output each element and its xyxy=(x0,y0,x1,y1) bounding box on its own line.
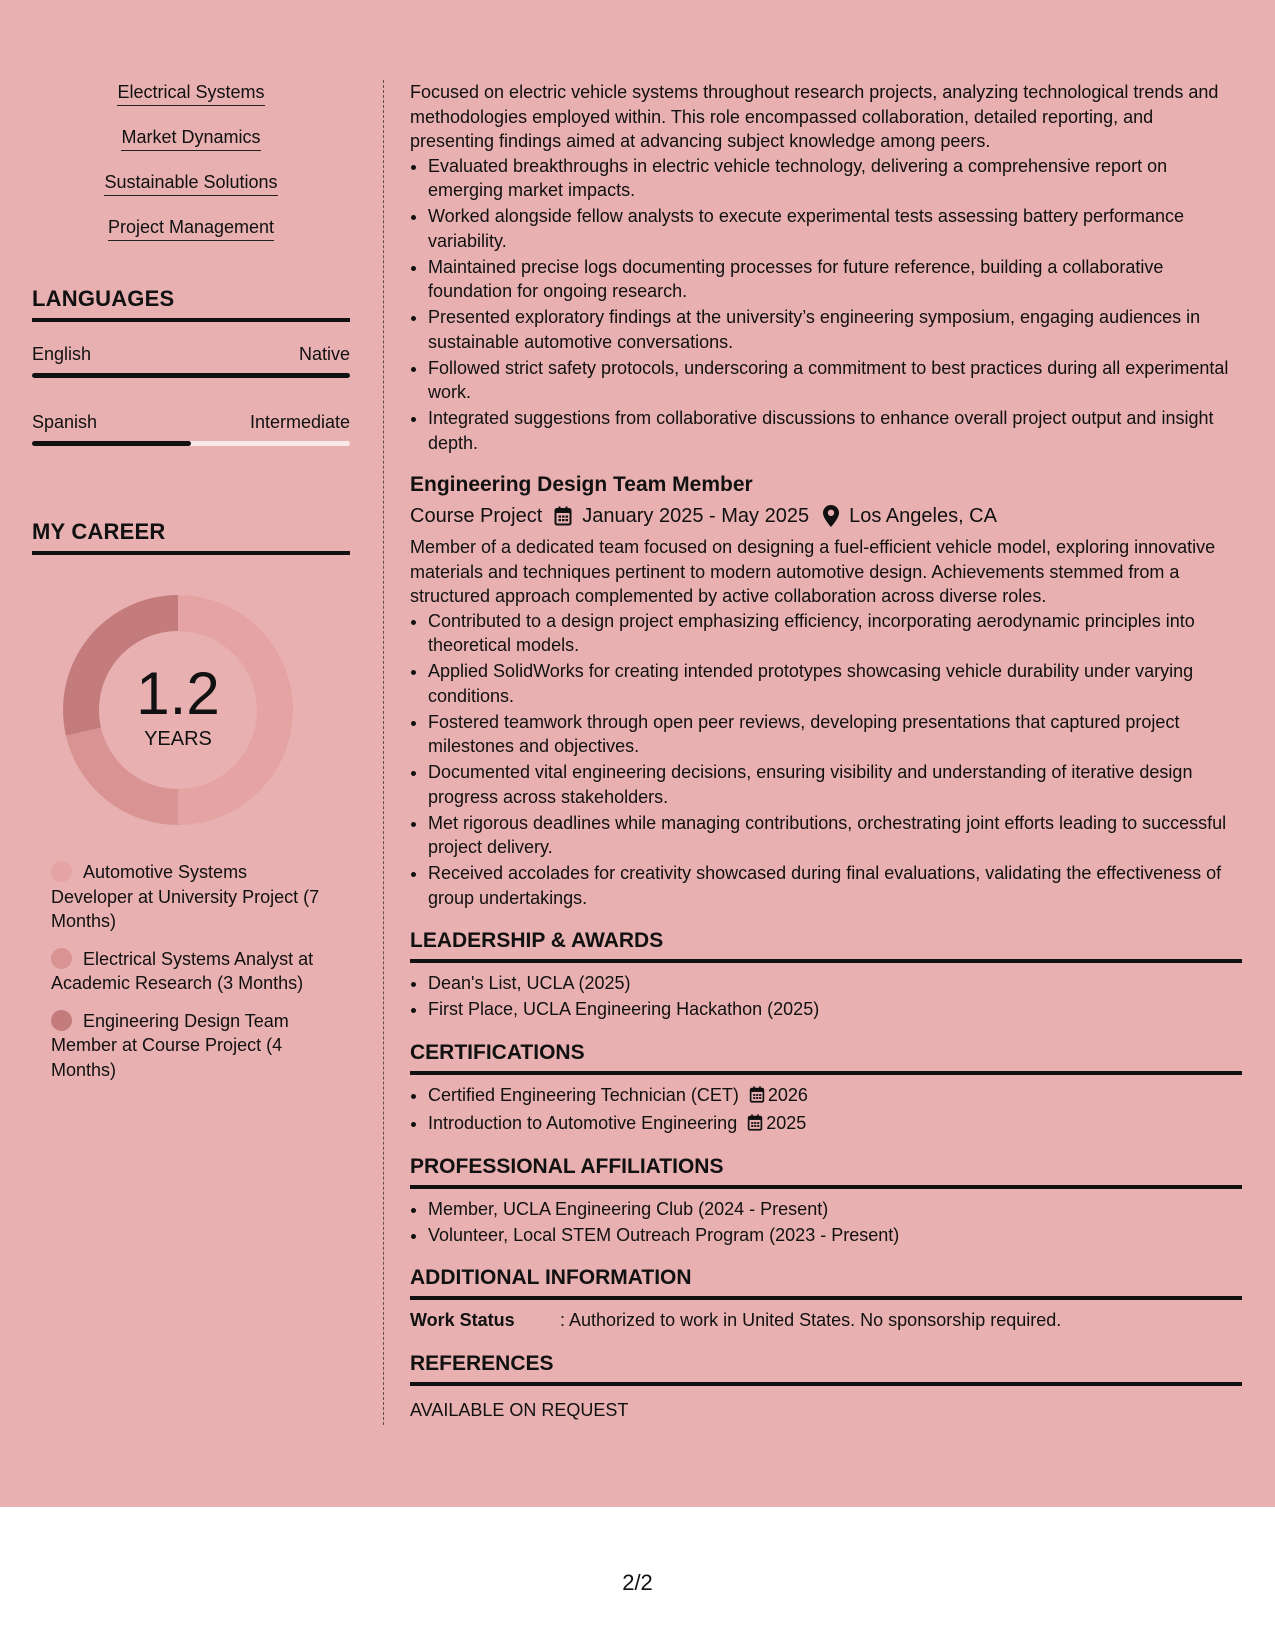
additional-info-heading: ADDITIONAL INFORMATION xyxy=(410,1265,1242,1300)
work-status-row xyxy=(410,1308,1242,1333)
skill-label: Market Dynamics xyxy=(121,125,260,151)
job-title: Engineering Design Team Member xyxy=(410,473,753,496)
award-item: • First Place, UCLA Engineering Hackathon (2025) xyxy=(428,997,1242,1022)
bullet-item: • Fostered teamwork through open peer reviews, developing presentations that captured project milestones and objectives. xyxy=(428,710,1242,759)
references-heading: REFERENCES xyxy=(410,1351,1242,1386)
affiliations-list xyxy=(410,1197,1242,1248)
calendar-icon xyxy=(747,1114,763,1131)
language-level: Native xyxy=(298,344,350,364)
affiliation-item: • Member, UCLA Engineering Club (2024 - Present) xyxy=(428,1197,1242,1222)
career-legend-item xyxy=(51,860,331,934)
skill-item xyxy=(32,80,350,106)
career-legend xyxy=(51,860,331,1082)
legend-label: Engineering Design Team Member at Course Project (4 Months) xyxy=(51,1010,289,1080)
languages-heading: LANGUAGES xyxy=(32,286,350,322)
language-name: English xyxy=(32,344,92,364)
bullet-item: • Applied SolidWorks for creating intended prototypes showcasing vehicle durability under varying conditions. xyxy=(428,659,1242,708)
certification-year: 2025 xyxy=(766,1113,807,1133)
career-legend-item xyxy=(51,947,331,996)
affiliation-item: • Volunteer, Local STEM Outreach Program (2023 - Present) xyxy=(428,1223,1242,1248)
page-number: 2/2 xyxy=(622,1570,653,1595)
sidebar xyxy=(32,80,350,1095)
job-location: Los Angeles, CA xyxy=(849,505,997,527)
references-text: AVAILABLE ON REQUEST xyxy=(410,1399,629,1420)
skill-label: Electrical Systems xyxy=(117,80,264,106)
skill-item xyxy=(32,170,350,196)
certification-name: Introduction to Automotive Engineering xyxy=(428,1113,738,1133)
language-item xyxy=(32,344,350,378)
language-proficiency-fill xyxy=(32,441,191,446)
job-bullet-list xyxy=(410,609,1242,911)
bullet-item: • Received accolades for creativity showcased during final evaluations, validating the effectiveness of group undertakings. xyxy=(428,861,1242,910)
bullet-item: • Integrated suggestions from collaborative discussions to enhance overall project output and insight depth. xyxy=(428,406,1242,455)
awards-list xyxy=(410,971,1242,1022)
job-meta xyxy=(410,503,1242,529)
affiliations-heading: PROFESSIONAL AFFILIATIONS xyxy=(410,1154,1242,1189)
legend-label: Automotive Systems Developer at University Project (7 Months) xyxy=(51,862,320,931)
certification-item xyxy=(428,1111,1242,1136)
certifications-list xyxy=(410,1083,1242,1136)
language-name: Spanish xyxy=(32,412,98,432)
language-item xyxy=(32,412,350,446)
location-pin-icon xyxy=(823,505,839,527)
skill-label: Project Management xyxy=(108,215,274,241)
skill-item xyxy=(32,215,350,241)
certification-item xyxy=(428,1083,1242,1108)
language-proficiency-fill xyxy=(32,373,350,378)
legend-dot xyxy=(51,948,72,969)
career-heading: MY CAREER xyxy=(32,519,350,555)
awards-heading: LEADERSHIP & AWARDS xyxy=(410,928,1242,963)
column-divider xyxy=(383,80,384,1425)
intro-bullet-list xyxy=(410,154,1242,456)
bullet-item: • Met rigorous deadlines while managing contributions, orchestrating joint efforts leading to successful project delivery. xyxy=(428,811,1242,860)
job-summary: Member of a dedicated team focused on designing a fuel-efficient vehicle model, exploring innovative materials and techniques pertinent to modern automotive design. Achievements stemmed from a structured approach complemented by active collaboration across diverse roles. xyxy=(410,537,1216,606)
career-total-value: 1.2 xyxy=(136,659,220,727)
certification-name: Certified Engineering Technician (CET) xyxy=(428,1084,739,1105)
bullet-item: • Maintained precise logs documenting processes for future reference, building a collaborative foundation for ongoing research. xyxy=(428,255,1242,304)
legend-label: Electrical Systems Analyst at Academic Research (3 Months) xyxy=(51,948,314,993)
career-total-unit: YEARS xyxy=(144,727,212,750)
skill-item xyxy=(32,125,350,151)
bullet-item: • Contributed to a design project emphasizing efficiency, incorporating aerodynamic principles into theoretical models. xyxy=(428,609,1242,658)
bullet-item: • Presented exploratory findings at the university’s engineering symposium, engaging audiences in sustainable automotive conversations. xyxy=(428,305,1242,354)
job-dates: January 2025 - May 2025 xyxy=(582,505,810,527)
language-proficiency-bar xyxy=(32,441,350,446)
career-legend-item xyxy=(51,1009,331,1083)
bullet-item: • Worked alongside fellow analysts to execute experimental tests assessing battery performance variability. xyxy=(428,204,1242,253)
career-donut-chart xyxy=(63,595,293,825)
calendar-icon xyxy=(554,506,572,526)
bullet-item: • Evaluated breakthroughs in electric vehicle technology, delivering a comprehensive report on emerging market impacts. xyxy=(428,154,1242,203)
language-level: Intermediate xyxy=(249,412,350,432)
calendar-icon xyxy=(749,1086,765,1103)
work-status-label: Work Status xyxy=(410,1310,515,1330)
legend-dot xyxy=(51,1010,72,1031)
award-item: • Dean's List, UCLA (2025) xyxy=(428,971,1242,996)
bullet-item: • Followed strict safety protocols, underscoring a commitment to best practices during all experimental work. xyxy=(428,356,1242,405)
skills-list xyxy=(32,80,350,241)
skill-label: Sustainable Solutions xyxy=(104,170,277,196)
main-column xyxy=(410,80,1242,1422)
work-status-value: : Authorized to work in United States. No sponsorship required. xyxy=(560,1310,1062,1330)
job-company: Course Project xyxy=(410,505,543,527)
language-proficiency-bar xyxy=(32,373,350,378)
intro-summary: Focused on electric vehicle systems throughout research projects, analyzing technological trends and methodologies employed within. This role encompassed collaboration, detailed reporting, and presenting findings aimed at advancing subject knowledge among peers. xyxy=(410,82,1219,151)
certifications-heading: CERTIFICATIONS xyxy=(410,1040,1242,1075)
certification-year: 2026 xyxy=(767,1084,808,1105)
legend-dot xyxy=(51,861,72,882)
bullet-item: • Documented vital engineering decisions, ensuring visibility and understanding of iterative design progress across stakeholders. xyxy=(428,760,1242,809)
